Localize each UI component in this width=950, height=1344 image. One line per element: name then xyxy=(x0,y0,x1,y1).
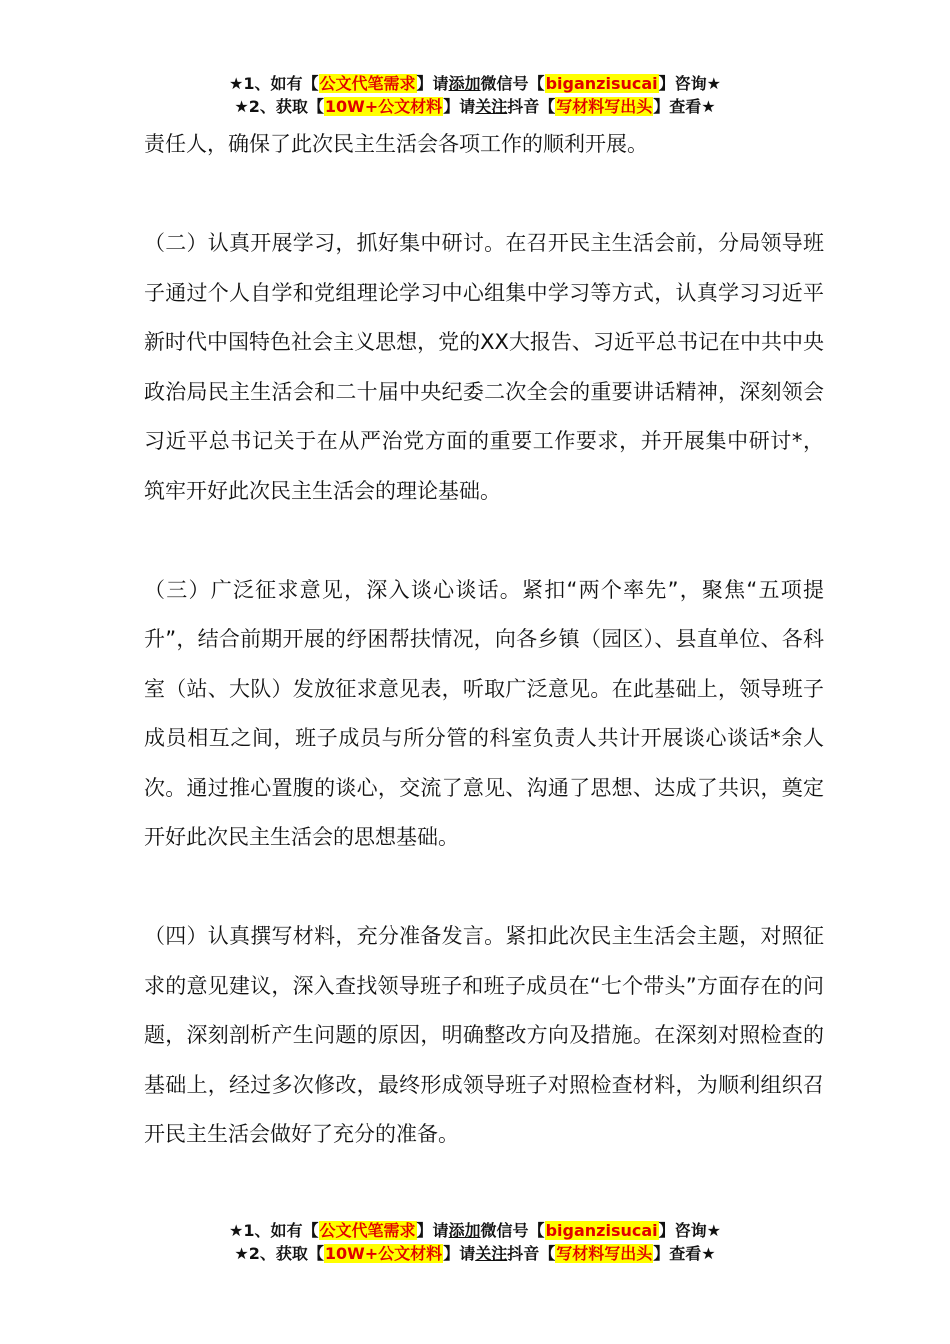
banner-text: 】查看★ xyxy=(653,97,716,116)
banner-text: 微信号【 xyxy=(480,1221,545,1240)
underlined-text: 关注 xyxy=(475,97,508,116)
banner-line-1 xyxy=(0,1219,950,1242)
banner-text: ★2、获取【 xyxy=(234,1244,324,1263)
highlighted-text: 10W+公文材料 xyxy=(324,1244,443,1263)
banner-text: 】请 xyxy=(443,1244,476,1263)
banner-text: 】查看★ xyxy=(653,1244,716,1263)
highlighted-text: 公文代笔需求 xyxy=(319,1221,416,1240)
highlighted-text: 公文代笔需求 xyxy=(319,74,416,93)
footer-banner xyxy=(0,1219,950,1265)
banner-text: ★2、获取【 xyxy=(234,97,324,116)
banner-text: 】咨询★ xyxy=(658,74,721,93)
banner-text: 】请 xyxy=(416,1221,449,1240)
banner-text: 】请 xyxy=(416,74,449,93)
banner-text: ★1、如有【 xyxy=(229,1221,319,1240)
banner-line-2 xyxy=(0,1242,950,1265)
paragraph: （二）认真开展学习，抓好集中研讨。在召开民主生活会前，分局领导班子通过个人自学和党组理论学习中心组集中学习等方式，认真学习习近平新时代中国特色社会主义思想，党的XX大报告、习近平总书记在中共中央政治局民主生活会和二十届中央纪委二次全会的重要讲话精神，深刻领会习近平总书记关于在从严治党方面的重要工作要求，并开展集中研讨*，筑牢开好此次民主生活会的理论基础。 xyxy=(144,231,824,503)
underlined-text: 关注 xyxy=(475,1244,508,1263)
underlined-text: 添加 xyxy=(448,1221,481,1240)
document-body xyxy=(144,120,824,1160)
wechat-id: biganzisucai xyxy=(545,74,658,93)
douyin-account: 写材料写出头 xyxy=(556,1244,653,1263)
paragraph: （三）广泛征求意见，深入谈心谈话。紧扣“两个率先”，聚焦“五项提升”，结合前期开展的纾困帮扶情况，向各乡镇（园区）、县直单位、各科室（站、大队）发放征求意见表，听取广泛意见。在此基础上，领导班子成员相互之间，班子成员与所分管的科室负责人共计开展谈心谈话*余人次。通过推心置腹的谈心，交流了意见、沟通了思想、达成了共识，奠定开好此次民主生活会的思想基础。 xyxy=(144,577,824,849)
paragraph: （四）认真撰写材料，充分准备发言。紧扣此次民主生活会主题，对照征求的意见建议，深入查找领导班子和班子成员在“七个带头”方面存在的问题，深刻剖析产生问题的原因，明确整改方向及措施。在深刻对照检查的基础上，经过多次修改，最终形成领导班子对照检查材料，为顺利组织召开民主生活会做好了充分的准备。 xyxy=(144,924,824,1146)
douyin-account: 写材料写出头 xyxy=(556,97,653,116)
banner-text: 微信号【 xyxy=(480,74,545,93)
banner-text: 抖音【 xyxy=(507,97,556,116)
banner-line-1 xyxy=(0,72,950,95)
banner-text: ★1、如有【 xyxy=(229,74,319,93)
banner-text: 抖音【 xyxy=(507,1244,556,1263)
wechat-id: biganzisucai xyxy=(545,1221,658,1240)
highlighted-text: 10W+公文材料 xyxy=(324,97,443,116)
paragraph: 责任人，确保了此次民主生活会各项工作的顺利开展。 xyxy=(144,132,648,156)
banner-text: 】咨询★ xyxy=(658,1221,721,1240)
banner-line-2 xyxy=(0,95,950,118)
underlined-text: 添加 xyxy=(448,74,481,93)
header-banner xyxy=(0,72,950,118)
banner-text: 】请 xyxy=(443,97,476,116)
